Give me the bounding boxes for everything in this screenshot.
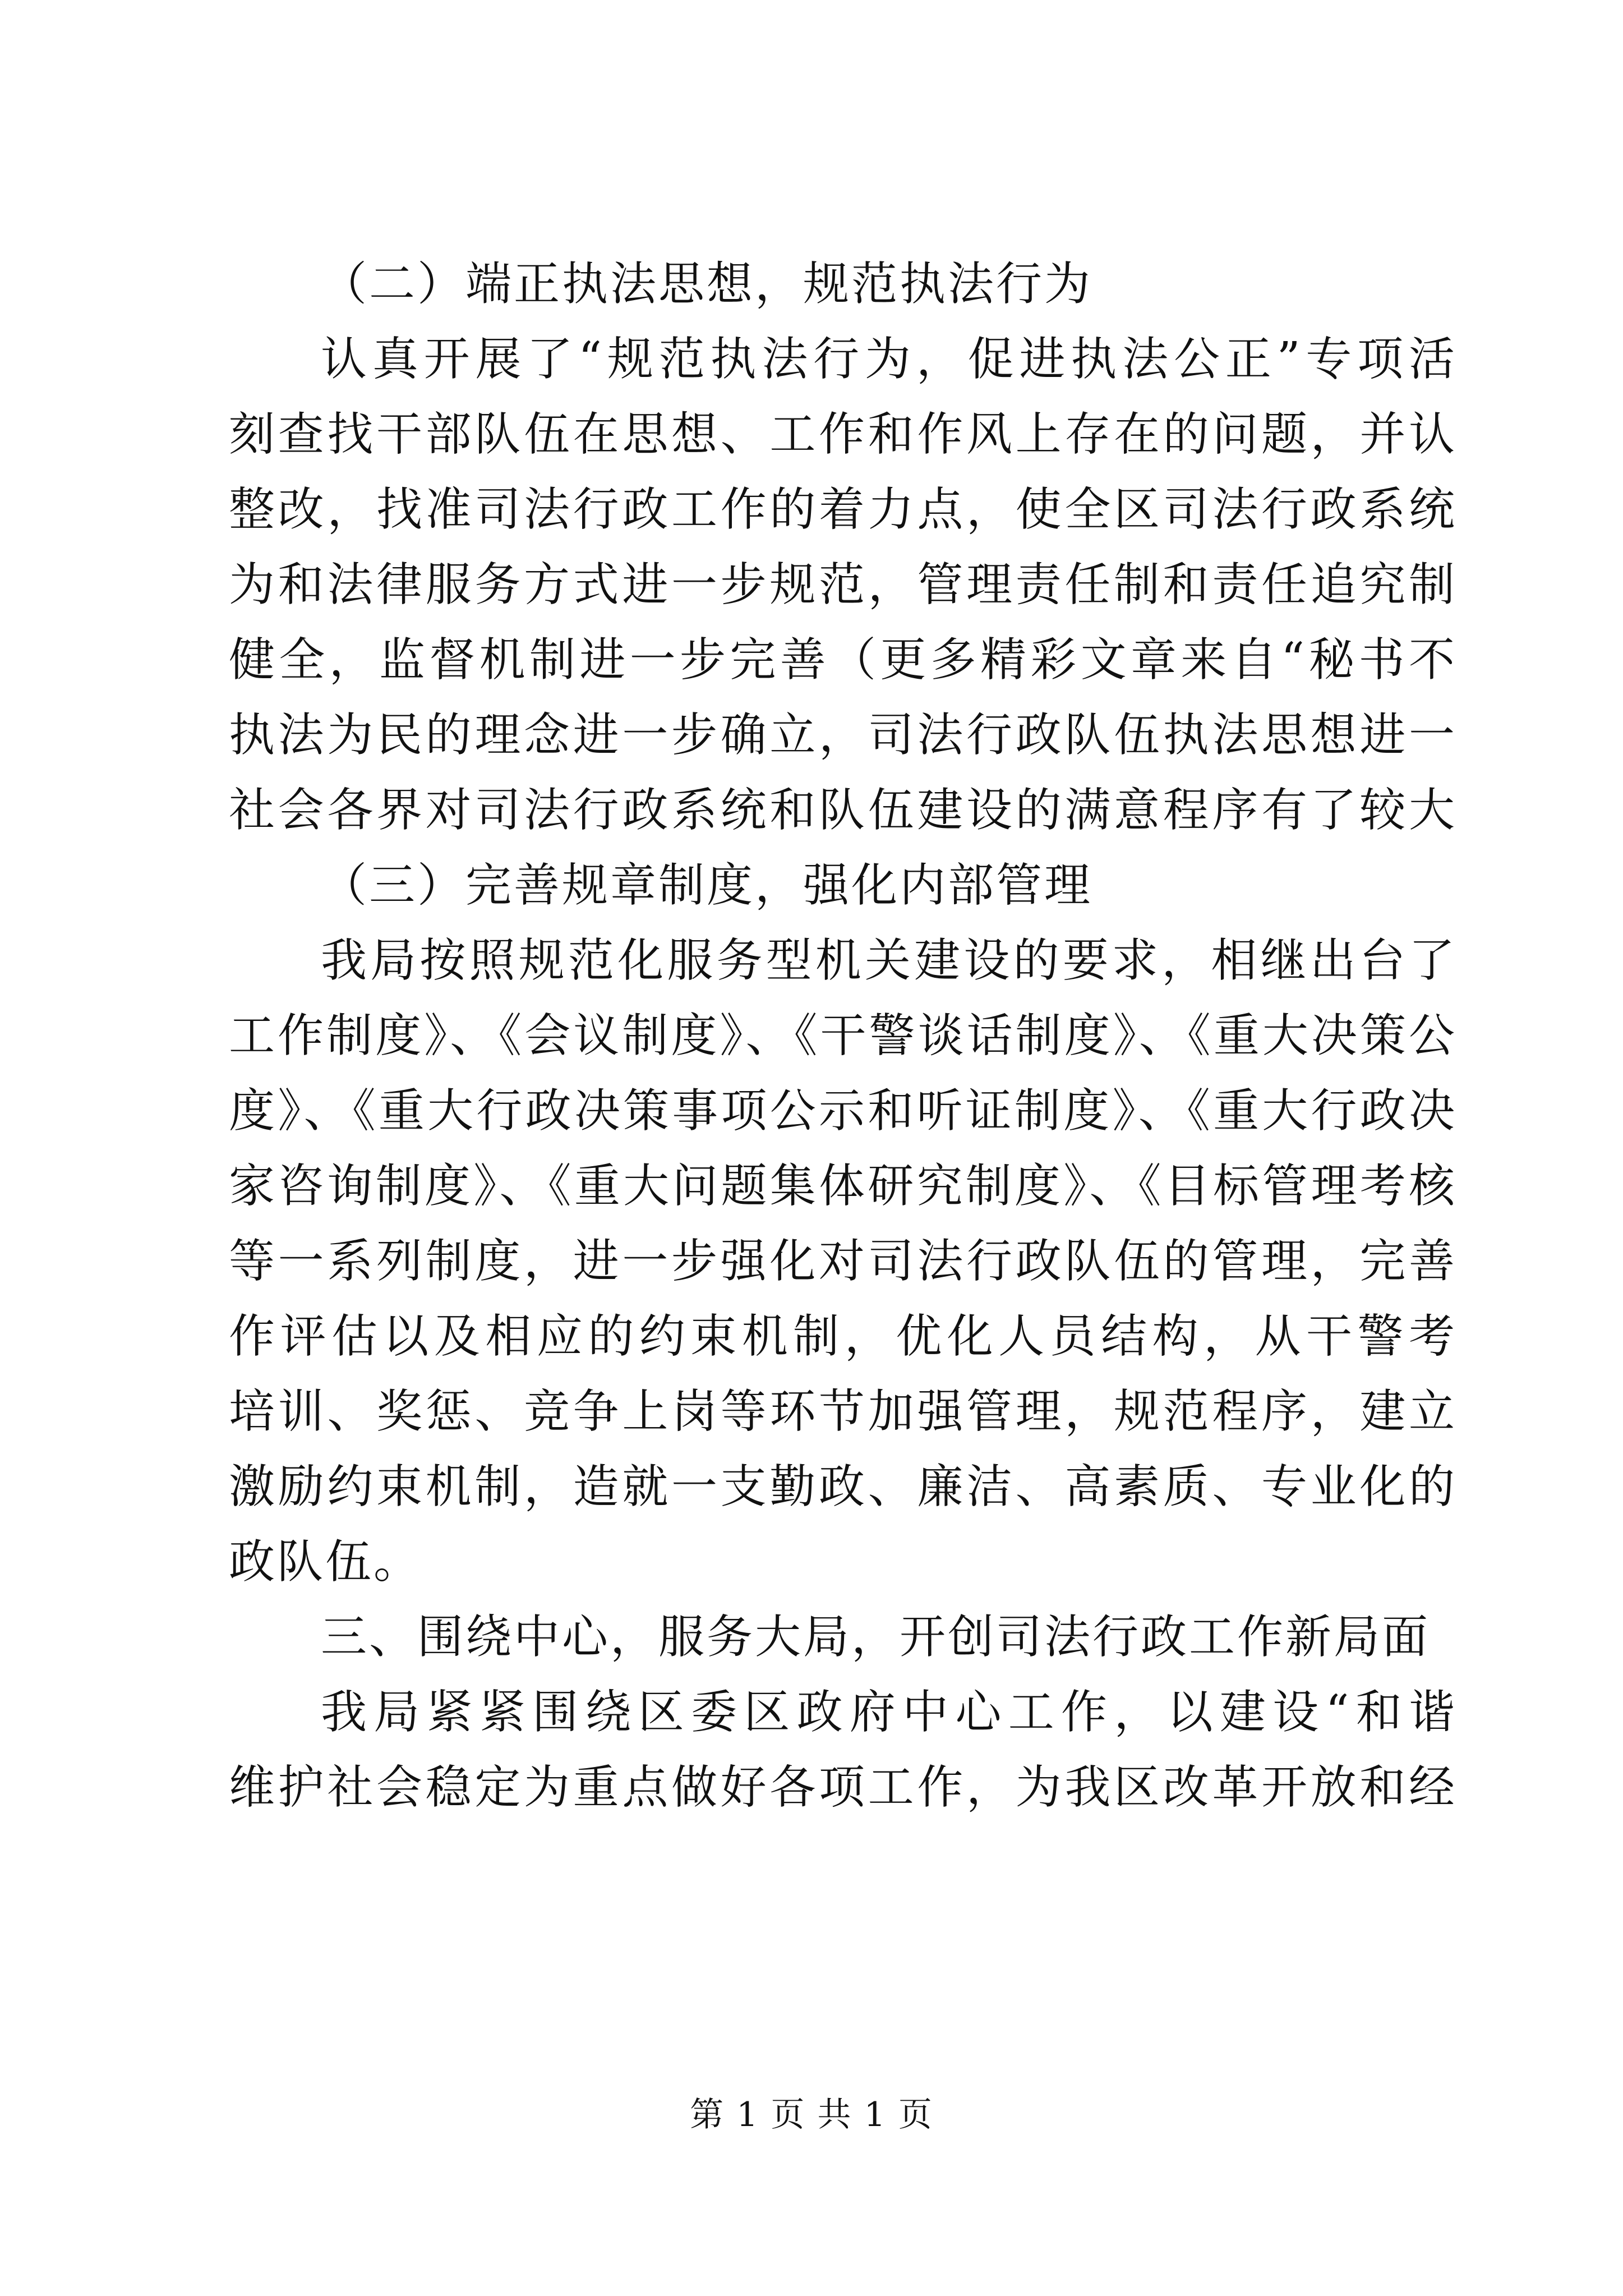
paragraph-line: 作评估以及相应的约束机制，优化人员结构，从干警考	[229, 1310, 1457, 1363]
paragraph-line: 激励约束机制，造就一支勤政、廉洁、高素质、专业化的	[229, 1460, 1457, 1513]
paragraph-line: 家咨询制度》、《重大问题集体研究制度》、《目标管理考核	[229, 1159, 1457, 1213]
paragraph-line: 健全，监督机制进一步完善（更多精彩文章来自“秘书不	[229, 633, 1457, 687]
paragraph-line: 我局按照规范化服务型机关建设的要求，相继出台了	[321, 934, 1457, 987]
paragraph-line: 执法为民的理念进一步确立，司法行政队伍执法思想进一	[229, 708, 1457, 762]
paragraph-line: 社会各界对司法行政系统和队伍建设的满意程序有了较大	[229, 784, 1457, 837]
paragraph-line: 工作制度》、《会议制度》、《干警谈话制度》、《重大决策公	[229, 1009, 1457, 1062]
heading-section-2: （二）端正执法思想，规范执法行为	[321, 257, 1093, 311]
paragraph-line: 维护社会稳定为重点做好各项工作，为我区改革开放和经	[229, 1761, 1457, 1814]
paragraph-line: 为和法律服务方式进一步规范，管理责任制和责任追究制	[229, 558, 1457, 611]
page-number-label: 第 1 页 共 1 页	[690, 2095, 933, 2134]
paragraph-line: 政队伍。	[229, 1535, 422, 1589]
heading-part-3: 三、围绕中心，服务大局，开创司法行政工作新局面	[321, 1611, 1431, 1664]
paragraph-line: 等一系列制度，进一步强化对司法行政队伍的管理，完善	[229, 1235, 1457, 1288]
heading-section-3: （三）完善规章制度，强化内部管理	[321, 859, 1093, 912]
document-body	[229, 247, 1457, 1825]
paragraph-line: 培训、奖惩、竞争上岗等环节加强管理，规范程序，建立	[229, 1385, 1457, 1438]
paragraph-line: 整改，找准司法行政工作的着力点，使全区司法行政系统	[229, 483, 1457, 536]
paragraph-line: 我局紧紧围绕区委区政府中心工作，以建设“和谐	[321, 1686, 1457, 1739]
paragraph-line: 刻查找干部队伍在思想、工作和作风上存在的问题，并认	[229, 408, 1457, 461]
page-footer	[0, 2092, 1623, 2137]
paragraph-line: 度》、《重大行政决策事项公示和听证制度》、《重大行政决	[229, 1084, 1457, 1138]
paragraph-line: 认真开展了“规范执法行为，促进执法公正”专项活	[321, 333, 1457, 386]
